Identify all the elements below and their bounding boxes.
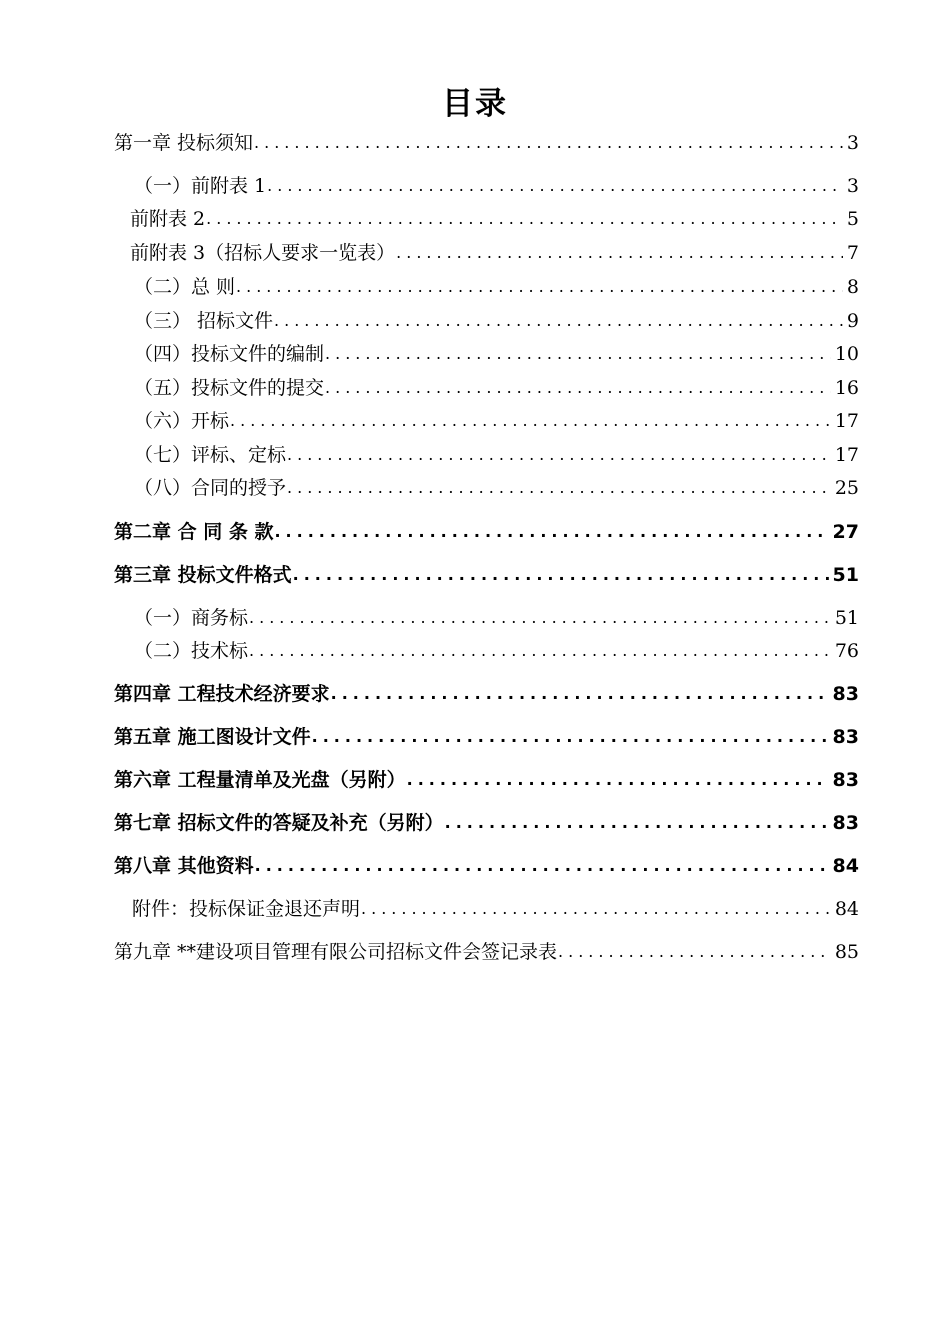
toc-page-number: 84 [832, 855, 859, 877]
toc-entry-chapter-6[interactable] [114, 763, 859, 793]
dot-leader [312, 724, 829, 750]
toc-page-number: 25 [834, 477, 859, 499]
dot-leader [274, 519, 828, 545]
toc-page-number: 83 [832, 683, 859, 705]
toc-entry-chapter-8[interactable] [114, 849, 859, 879]
toc-page-number: 3 [846, 132, 859, 154]
dot-leader [287, 442, 831, 468]
toc-entry-text: 第一章 投标须知 [114, 132, 254, 154]
toc-page-number: 83 [832, 726, 859, 748]
toc-entry-1-10[interactable] [114, 471, 859, 501]
dot-leader [249, 605, 831, 631]
toc-entry-chapter-2[interactable] [114, 515, 859, 545]
toc-entry-text: 第三章 投标文件格式 [114, 564, 292, 586]
toc-entry-text: 第六章 工程量清单及光盘（另附） [114, 769, 406, 791]
toc-page-number: 51 [832, 564, 859, 586]
dot-leader [287, 475, 831, 501]
toc-entry-text: 前附表 2 [130, 208, 206, 230]
toc-entry-text: （二）技术标 [134, 640, 249, 662]
dot-leader [396, 240, 843, 266]
dot-leader [230, 408, 831, 434]
toc-page-number: 84 [834, 898, 859, 920]
toc-page-number: 83 [832, 769, 859, 791]
toc-entry-3-2[interactable] [114, 634, 859, 664]
toc-entry-chapter-9[interactable] [114, 935, 859, 965]
toc-entry-text: 第七章 招标文件的答疑及补充（另附） [114, 812, 444, 834]
dot-leader [206, 206, 843, 232]
toc-entry-1-1[interactable] [114, 169, 859, 199]
toc-entry-text: 第八章 其他资料 [114, 855, 254, 877]
dot-leader [274, 308, 843, 334]
dot-leader [445, 810, 829, 836]
toc-page-number: 27 [832, 521, 859, 543]
dot-leader [558, 939, 831, 965]
dot-leader [249, 638, 831, 664]
toc-entry-1-3[interactable] [114, 236, 859, 266]
toc-page-number: 76 [834, 640, 859, 662]
toc-page-number: 5 [846, 208, 859, 230]
toc-entry-text: （四）投标文件的编制 [134, 343, 325, 365]
toc-entry-1-7[interactable] [114, 371, 859, 401]
dot-leader [325, 341, 831, 367]
toc-entry-1-8[interactable] [114, 404, 859, 434]
dot-leader [325, 375, 831, 401]
dot-leader [254, 130, 843, 156]
page-title: 目录 [442, 86, 508, 122]
dot-leader [361, 896, 831, 922]
toc-page-number: 83 [832, 812, 859, 834]
toc-page-number: 51 [834, 607, 859, 629]
toc-page-number: 9 [846, 310, 859, 332]
toc-entry-attachment[interactable] [114, 892, 859, 922]
toc-entry-text: （六）开标 [134, 410, 230, 432]
toc-entry-1-2[interactable] [114, 202, 859, 232]
toc-entry-text: 第四章 工程技术经济要求 [114, 683, 330, 705]
toc-page-number: 7 [846, 242, 859, 264]
toc-entry-text: （五）投标文件的提交 [134, 377, 325, 399]
toc-page-number: 8 [846, 276, 859, 298]
toc-page-number: 85 [834, 941, 859, 963]
toc-entry-1-5[interactable] [114, 304, 859, 334]
toc-entry-text: 前附表 3（招标人要求一览表） [130, 242, 396, 264]
dot-leader [236, 274, 843, 300]
toc-entry-text: 第二章 合 同 条 款 [114, 521, 274, 543]
dot-leader [293, 562, 829, 588]
toc-page-number: 17 [834, 444, 859, 466]
toc-entry-chapter-4[interactable] [114, 677, 859, 707]
toc-entry-chapter-5[interactable] [114, 720, 859, 750]
toc-entry-text: （二）总 则 [134, 276, 236, 298]
dot-leader [331, 681, 829, 707]
dot-leader [267, 173, 843, 199]
toc-page-number: 3 [846, 175, 859, 197]
toc-page-number: 10 [834, 343, 859, 365]
dot-leader [255, 853, 829, 879]
toc-entry-text: （一）商务标 [134, 607, 249, 629]
toc-page-number: 17 [834, 410, 859, 432]
toc-entry-1-4[interactable] [114, 270, 859, 300]
toc-entry-chapter-3[interactable] [114, 558, 859, 588]
toc-entry-text: （八）合同的授予 [134, 477, 287, 499]
toc-entry-text: 第九章 **建设项目管理有限公司招标文件会签记录表 [114, 941, 558, 963]
toc-entry-text: （三） 招标文件 [134, 310, 274, 332]
toc-entry-1-9[interactable] [114, 438, 859, 468]
toc-entry-chapter-7[interactable] [114, 806, 859, 836]
toc-page-number: 16 [834, 377, 859, 399]
dot-leader [407, 767, 829, 793]
toc-entry-chapter-1[interactable] [114, 126, 859, 156]
toc-entry-text: 第五章 施工图设计文件 [114, 726, 311, 748]
toc-entry-text: 附件：投标保证金退还声明 [132, 898, 361, 920]
toc-entry-text: （七）评标、定标 [134, 444, 287, 466]
toc-entry-text: （一）前附表 1 [134, 175, 267, 197]
toc-entry-3-1[interactable] [114, 601, 859, 631]
toc-entry-1-6[interactable] [114, 337, 859, 367]
